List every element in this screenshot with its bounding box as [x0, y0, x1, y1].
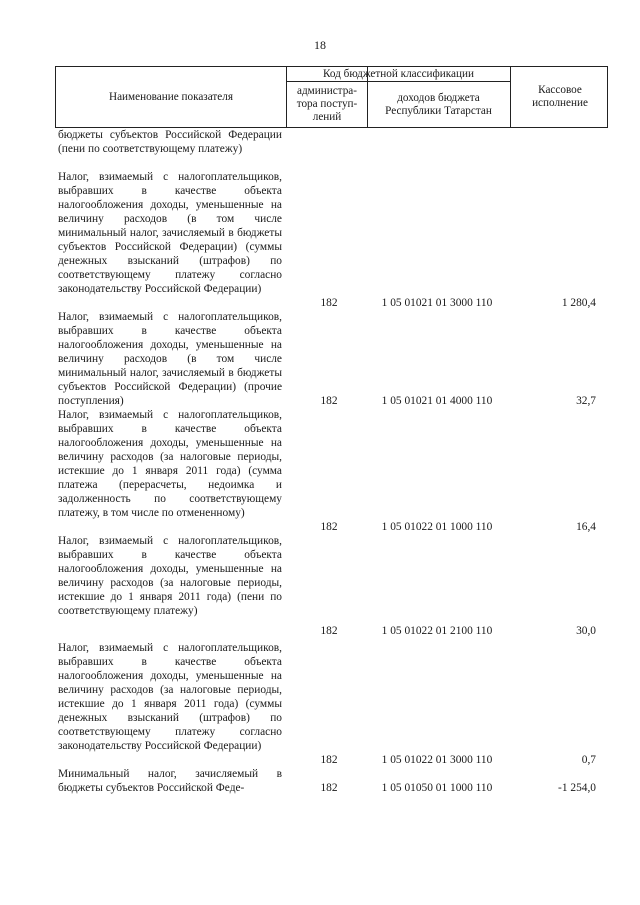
table-row-code: 1 05 01021 01 4000 110	[381, 395, 493, 407]
table-row-code: 1 05 01022 01 2100 110	[381, 625, 493, 637]
table-row-admin: 182	[320, 521, 338, 533]
table-row-admin: 182	[320, 625, 338, 637]
table-row-admin: 182	[320, 395, 338, 407]
header-exec-col: Кассовое исполнение	[532, 84, 588, 109]
header-revenue-col: доходов бюджета Республики Татарстан	[385, 91, 492, 117]
table-row-code: 1 05 01050 01 1000 110	[381, 782, 493, 794]
table-row-value: -1 254,0	[558, 782, 596, 794]
table-row-code: 1 05 01021 01 3000 110	[381, 297, 493, 309]
table-row-value: 32,7	[576, 395, 596, 407]
table-row-name: Налог, взимаемый с налогоплательщиков, выбравших в качестве объекта налогообложения доходы, уменьшенные на величину расходов (за налоговые периоды, истекшие до 1 января 2011 года) (суммы денежных взысканий (штрафов) по соответствующему платежу согласно законодательству Российской Федерации)	[58, 642, 282, 752]
table-row-code: 1 05 01022 01 1000 110	[381, 521, 493, 533]
table-row-admin: 182	[320, 782, 338, 794]
table-row-name: Налог, взимаемый с налогоплательщиков, выбравших в качестве объекта налогообложения доходы, уменьшенные на величину расходов (за налоговые периоды, истекшие до 1 января 2011 года) (сумма платежа (перерасчеты, недоимка и задолженность по соответствующему платежу, в том числе по отмененному)	[58, 409, 282, 519]
table-row-value: 1 280,4	[561, 297, 596, 309]
table-row-value: 0,7	[581, 754, 596, 766]
page-number: 18	[314, 38, 326, 52]
table-row-name: Минимальный налог, зачисляемый в бюджеты субъектов Российской Феде-	[58, 768, 282, 794]
table-row-value: 16,4	[576, 521, 596, 533]
table-row-value: 30,0	[576, 625, 596, 637]
header-name-col: Наименование показателя	[109, 90, 233, 103]
table-row-name: Налог, взимаемый с налогоплательщиков, выбравших в качестве объекта налогообложения доходы, уменьшенные на величину расходов (в том числе минимальный налог, зачисляемый в бюджеты субъектов Российской Федерации) (суммы денежных взысканий (штрафов) по соответствующему платежу согласно законодательству Российской Федерации)	[58, 171, 282, 295]
table-row-name: Налог, взимаемый с налогоплательщиков, выбравших в качестве объекта налогообложения доходы, уменьшенные на величину расходов (в том числе минимальный налог, зачисляемый в бюджеты субъектов Российской Федерации) (прочие поступления)	[58, 311, 282, 407]
header-admin-col: администра-тора поступ-лений	[296, 85, 358, 123]
table-row-admin: 182	[320, 754, 338, 766]
table-row-name: Налог, взимаемый с налогоплательщиков, выбравших в качестве объекта налогообложения доходы, уменьшенные на величину расходов (за налоговые периоды, истекшие до 1 января 2011 года) (пени по соответствующему платежу)	[58, 535, 282, 617]
table-row-name: бюджеты субъектов Российской Федерации (пени по соответствующему платежу)	[58, 129, 282, 155]
table-row-code: 1 05 01022 01 3000 110	[381, 754, 493, 766]
header-group-label: Код бюджетной классификации	[323, 67, 474, 80]
table-row-admin: 182	[320, 297, 338, 309]
